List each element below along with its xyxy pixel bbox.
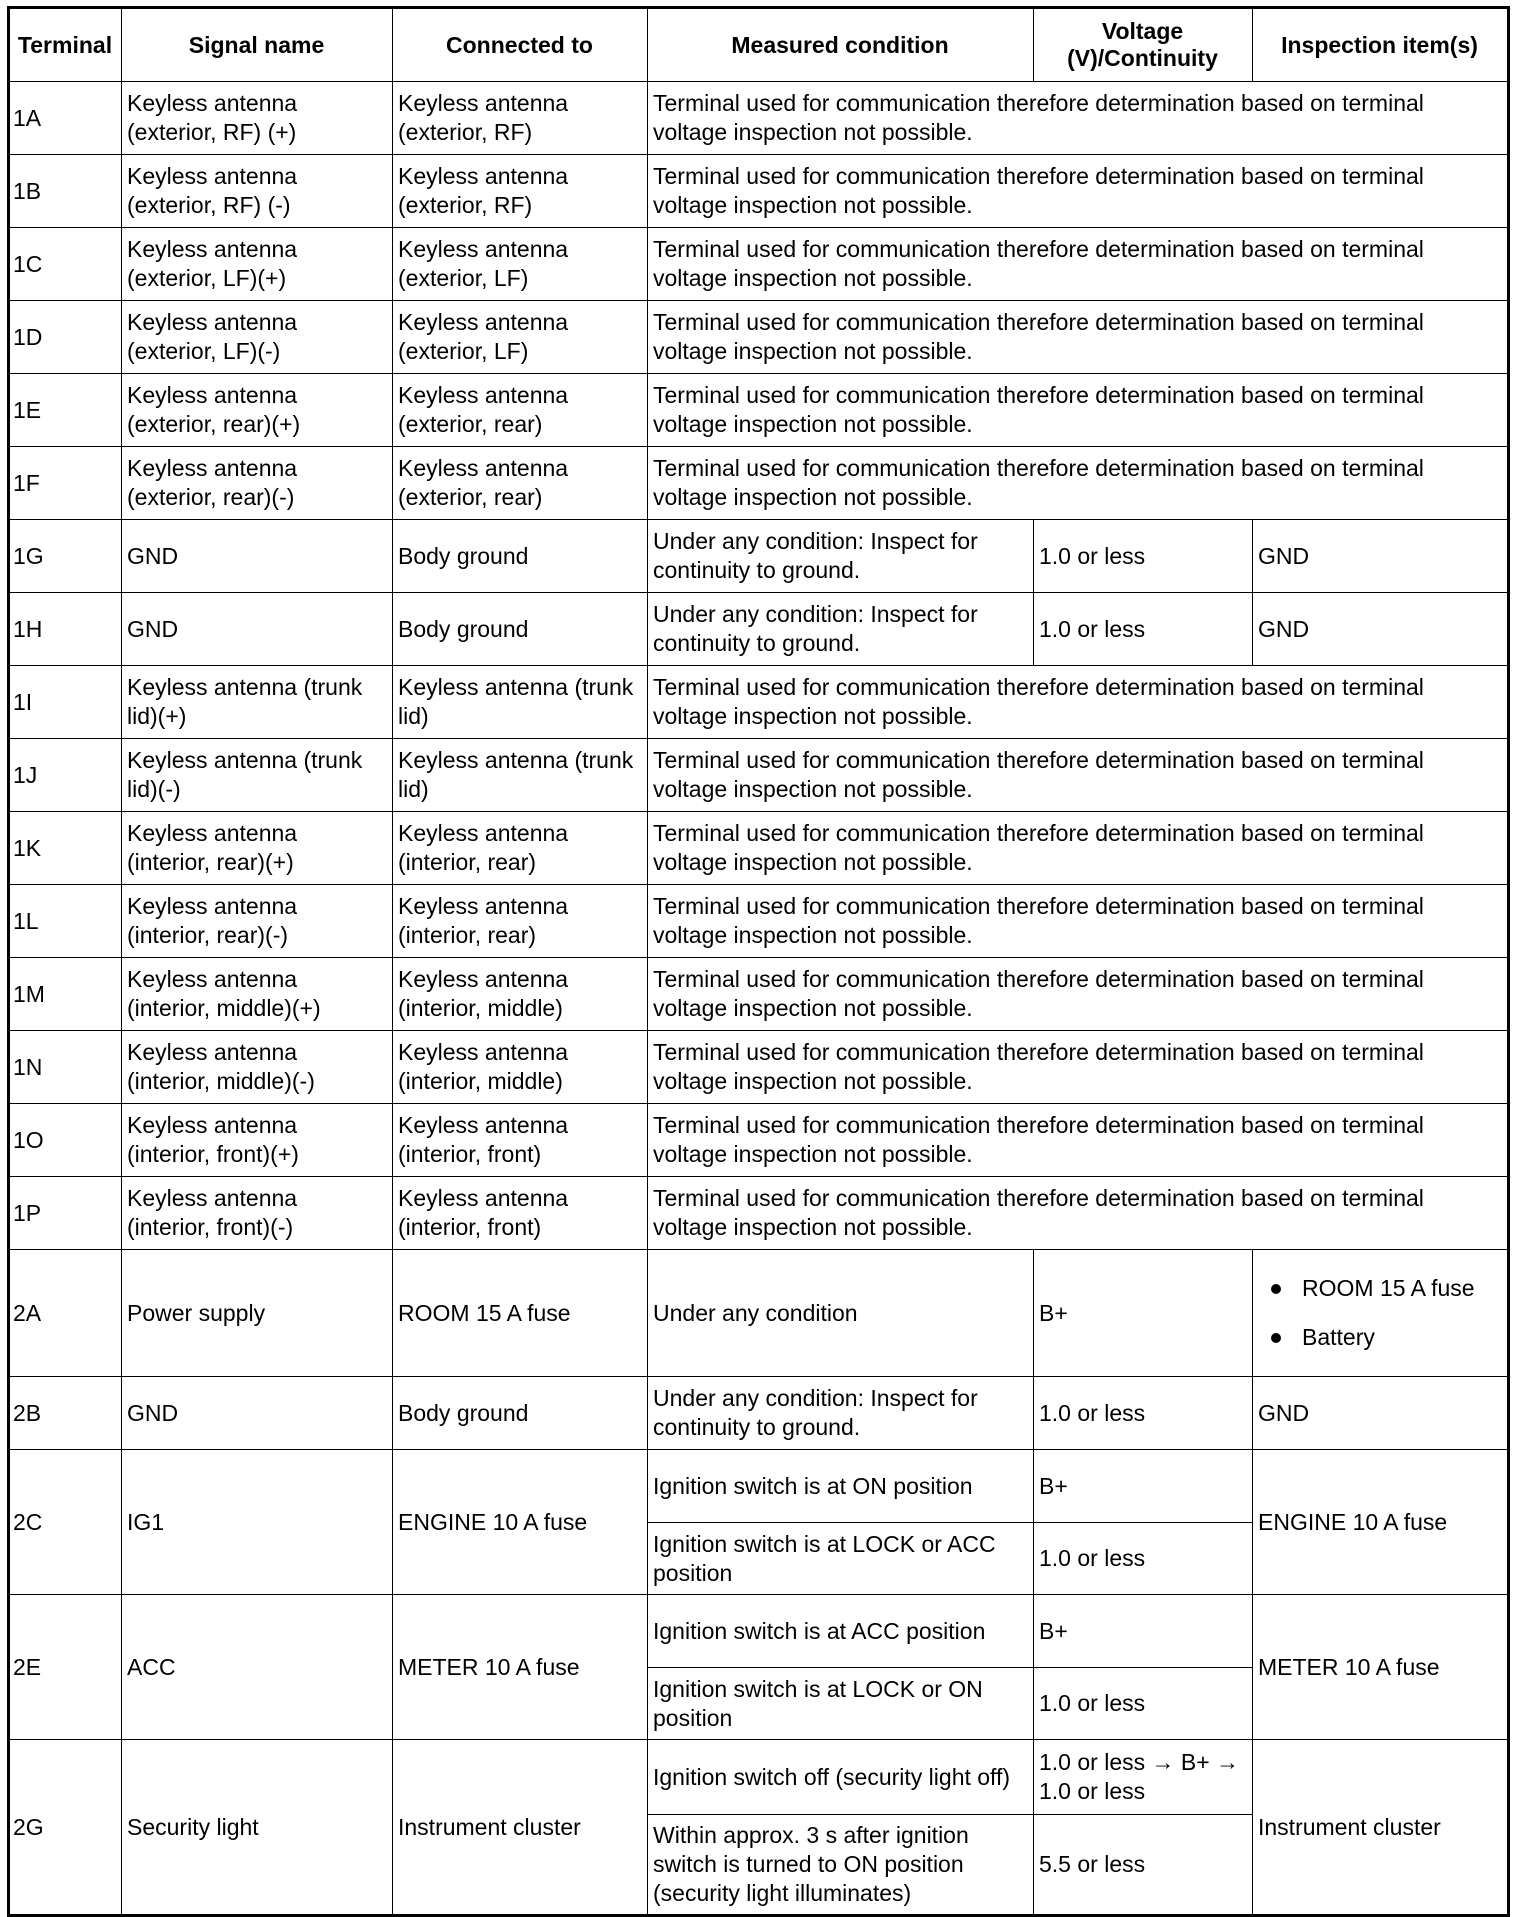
table-row bbox=[9, 82, 1509, 155]
terminal-cell: 1M bbox=[9, 958, 122, 1031]
connected-to-cell: Keyless antenna (exterior, RF) bbox=[393, 82, 648, 155]
measured-condition-cell: Terminal used for communication therefore determination based on terminal voltage inspection not possible. bbox=[648, 885, 1509, 958]
terminal-cell: 1C bbox=[9, 228, 122, 301]
connected-to-cell: Keyless antenna (interior, rear) bbox=[393, 812, 648, 885]
measured-condition-cell: Within approx. 3 s after ignition switch is turned to ON position (security light illuminates) bbox=[648, 1815, 1034, 1916]
terminal-cell: 2A bbox=[9, 1250, 122, 1377]
connected-to-cell: Instrument cluster bbox=[393, 1740, 648, 1916]
table-row bbox=[9, 1177, 1509, 1250]
inspection-items-cell: ENGINE 10 A fuse bbox=[1253, 1450, 1509, 1595]
inspection-items-cell: METER 10 A fuse bbox=[1253, 1595, 1509, 1740]
signal-name-cell: Keyless antenna (exterior, rear)(+) bbox=[122, 374, 393, 447]
terminal-cell: 1E bbox=[9, 374, 122, 447]
inspection-items-cell: GND bbox=[1253, 593, 1509, 666]
connected-to-cell: Body ground bbox=[393, 593, 648, 666]
header-terminal: Terminal bbox=[9, 8, 122, 82]
terminal-cell: 1N bbox=[9, 1031, 122, 1104]
terminal-cell: 1H bbox=[9, 593, 122, 666]
table-row bbox=[9, 301, 1509, 374]
voltage-cell: 1.0 or less bbox=[1034, 593, 1253, 666]
header-measured-condition: Measured condition bbox=[648, 8, 1034, 82]
measured-condition-cell: Under any condition: Inspect for continuity to ground. bbox=[648, 520, 1034, 593]
signal-name-cell: Keyless antenna (interior, rear)(-) bbox=[122, 885, 393, 958]
signal-name-cell: Keyless antenna (interior, middle)(-) bbox=[122, 1031, 393, 1104]
measured-condition-cell: Under any condition: Inspect for continuity to ground. bbox=[648, 1377, 1034, 1450]
header-connected-to: Connected to bbox=[393, 8, 648, 82]
table-row bbox=[9, 1250, 1509, 1377]
voltage-cell: 1.0 or less bbox=[1034, 1377, 1253, 1450]
inspection-items-cell: GND bbox=[1253, 1377, 1509, 1450]
connected-to-cell: Keyless antenna (interior, front) bbox=[393, 1104, 648, 1177]
signal-name-cell: Keyless antenna (interior, rear)(+) bbox=[122, 812, 393, 885]
connected-to-cell: Keyless antenna (exterior, RF) bbox=[393, 155, 648, 228]
measured-condition-cell: Terminal used for communication therefore determination based on terminal voltage inspection not possible. bbox=[648, 666, 1509, 739]
table-row bbox=[9, 1104, 1509, 1177]
measured-condition-cell: Terminal used for communication therefore determination based on terminal voltage inspection not possible. bbox=[648, 228, 1509, 301]
table-row bbox=[9, 812, 1509, 885]
signal-name-cell: Keyless antenna (exterior, RF) (+) bbox=[122, 82, 393, 155]
measured-condition-cell: Under any condition bbox=[648, 1250, 1034, 1377]
voltage-cell: B+ bbox=[1034, 1595, 1253, 1668]
inspection-items-cell bbox=[1253, 1250, 1509, 1377]
connected-to-cell: Keyless antenna (interior, front) bbox=[393, 1177, 648, 1250]
connected-to-cell: Keyless antenna (exterior, LF) bbox=[393, 301, 648, 374]
header-inspection-items: Inspection item(s) bbox=[1253, 8, 1509, 82]
voltage-cell: B+ bbox=[1034, 1250, 1253, 1377]
connected-to-cell: ROOM 15 A fuse bbox=[393, 1250, 648, 1377]
header-voltage: Voltage (V)/Continuity bbox=[1034, 8, 1253, 82]
terminal-cell: 1D bbox=[9, 301, 122, 374]
measured-condition-cell: Ignition switch is at ON position bbox=[648, 1450, 1034, 1523]
table-row bbox=[9, 885, 1509, 958]
measured-condition-cell: Terminal used for communication therefore determination based on terminal voltage inspection not possible. bbox=[648, 301, 1509, 374]
signal-name-cell: ACC bbox=[122, 1595, 393, 1740]
table-row bbox=[9, 520, 1509, 593]
connected-to-cell: Keyless antenna (exterior, rear) bbox=[393, 447, 648, 520]
measured-condition-cell: Ignition switch is at LOCK or ACC position bbox=[648, 1523, 1034, 1595]
measured-condition-cell: Terminal used for communication therefore determination based on terminal voltage inspection not possible. bbox=[648, 155, 1509, 228]
terminal-inspection-table bbox=[7, 6, 1510, 1917]
signal-name-cell: Keyless antenna (trunk lid)(+) bbox=[122, 666, 393, 739]
signal-name-cell: GND bbox=[122, 520, 393, 593]
measured-condition-cell: Terminal used for communication therefore determination based on terminal voltage inspection not possible. bbox=[648, 1177, 1509, 1250]
signal-name-cell: Keyless antenna (trunk lid)(-) bbox=[122, 739, 393, 812]
table-row bbox=[9, 1450, 1509, 1523]
terminal-cell: 1G bbox=[9, 520, 122, 593]
terminal-cell: 2E bbox=[9, 1595, 122, 1740]
signal-name-cell: Keyless antenna (exterior, LF)(+) bbox=[122, 228, 393, 301]
signal-name-cell: IG1 bbox=[122, 1450, 393, 1595]
measured-condition-cell: Ignition switch is at LOCK or ON position bbox=[648, 1668, 1034, 1740]
signal-name-cell: Power supply bbox=[122, 1250, 393, 1377]
terminal-cell: 1J bbox=[9, 739, 122, 812]
measured-condition-cell: Under any condition: Inspect for continuity to ground. bbox=[648, 593, 1034, 666]
table-row bbox=[9, 1377, 1509, 1450]
voltage-cell: 5.5 or less bbox=[1034, 1815, 1253, 1916]
voltage-cell: B+ bbox=[1034, 1450, 1253, 1523]
measured-condition-cell: Terminal used for communication therefore determination based on terminal voltage inspection not possible. bbox=[648, 447, 1509, 520]
connected-to-cell: Keyless antenna (exterior, LF) bbox=[393, 228, 648, 301]
measured-condition-cell: Terminal used for communication therefore determination based on terminal voltage inspection not possible. bbox=[648, 1031, 1509, 1104]
table-row bbox=[9, 739, 1509, 812]
signal-name-cell: Security light bbox=[122, 1740, 393, 1916]
terminal-cell: 1K bbox=[9, 812, 122, 885]
signal-name-cell: Keyless antenna (interior, middle)(+) bbox=[122, 958, 393, 1031]
terminal-cell: 2B bbox=[9, 1377, 122, 1450]
connected-to-cell: Keyless antenna (exterior, rear) bbox=[393, 374, 648, 447]
connected-to-cell: Keyless antenna (trunk lid) bbox=[393, 666, 648, 739]
terminal-cell: 1F bbox=[9, 447, 122, 520]
table-row bbox=[9, 1740, 1509, 1815]
table-row bbox=[9, 1031, 1509, 1104]
inspection-items-cell: Instrument cluster bbox=[1253, 1740, 1509, 1916]
voltage-cell: 1.0 or less bbox=[1034, 1523, 1253, 1595]
inspection-item: Battery bbox=[1302, 1323, 1501, 1352]
voltage-cell: 1.0 or less bbox=[1034, 520, 1253, 593]
signal-name-cell: Keyless antenna (exterior, LF)(-) bbox=[122, 301, 393, 374]
connected-to-cell: Body ground bbox=[393, 520, 648, 593]
measured-condition-cell: Ignition switch off (security light off) bbox=[648, 1740, 1034, 1815]
inspection-items-cell: GND bbox=[1253, 520, 1509, 593]
terminal-cell: 1L bbox=[9, 885, 122, 958]
signal-name-cell: Keyless antenna (exterior, RF) (-) bbox=[122, 155, 393, 228]
table-row bbox=[9, 666, 1509, 739]
signal-name-cell: GND bbox=[122, 1377, 393, 1450]
connected-to-cell: Keyless antenna (interior, middle) bbox=[393, 958, 648, 1031]
signal-name-cell: Keyless antenna (exterior, rear)(-) bbox=[122, 447, 393, 520]
terminal-cell: 2G bbox=[9, 1740, 122, 1916]
signal-name-cell: Keyless antenna (interior, front)(-) bbox=[122, 1177, 393, 1250]
measured-condition-cell: Terminal used for communication therefore determination based on terminal voltage inspection not possible. bbox=[648, 958, 1509, 1031]
table-row bbox=[9, 374, 1509, 447]
header-signal-name: Signal name bbox=[122, 8, 393, 82]
measured-condition-cell: Terminal used for communication therefore determination based on terminal voltage inspection not possible. bbox=[648, 739, 1509, 812]
connected-to-cell: Keyless antenna (interior, rear) bbox=[393, 885, 648, 958]
voltage-cell: 1.0 or less → B+ → 1.0 or less bbox=[1034, 1740, 1253, 1815]
inspection-item: ROOM 15 A fuse bbox=[1302, 1274, 1501, 1303]
table-row bbox=[9, 958, 1509, 1031]
terminal-cell: 2C bbox=[9, 1450, 122, 1595]
measured-condition-cell: Terminal used for communication therefore determination based on terminal voltage inspection not possible. bbox=[648, 1104, 1509, 1177]
signal-name-cell: GND bbox=[122, 593, 393, 666]
connected-to-cell: Keyless antenna (trunk lid) bbox=[393, 739, 648, 812]
measured-condition-cell: Terminal used for communication therefore determination based on terminal voltage inspection not possible. bbox=[648, 374, 1509, 447]
measured-condition-cell: Terminal used for communication therefore determination based on terminal voltage inspection not possible. bbox=[648, 82, 1509, 155]
inspection-items-list bbox=[1258, 1274, 1501, 1352]
connected-to-cell: Body ground bbox=[393, 1377, 648, 1450]
table-row bbox=[9, 155, 1509, 228]
terminal-cell: 1B bbox=[9, 155, 122, 228]
table-row bbox=[9, 228, 1509, 301]
table-row bbox=[9, 1595, 1509, 1668]
terminal-cell: 1I bbox=[9, 666, 122, 739]
terminal-cell: 1P bbox=[9, 1177, 122, 1250]
terminal-cell: 1O bbox=[9, 1104, 122, 1177]
table-header-row bbox=[9, 8, 1509, 82]
terminal-cell: 1A bbox=[9, 82, 122, 155]
connected-to-cell: ENGINE 10 A fuse bbox=[393, 1450, 648, 1595]
connected-to-cell: METER 10 A fuse bbox=[393, 1595, 648, 1740]
signal-name-cell: Keyless antenna (interior, front)(+) bbox=[122, 1104, 393, 1177]
measured-condition-cell: Ignition switch is at ACC position bbox=[648, 1595, 1034, 1668]
table-row bbox=[9, 593, 1509, 666]
measured-condition-cell: Terminal used for communication therefore determination based on terminal voltage inspection not possible. bbox=[648, 812, 1509, 885]
voltage-cell: 1.0 or less bbox=[1034, 1668, 1253, 1740]
connected-to-cell: Keyless antenna (interior, middle) bbox=[393, 1031, 648, 1104]
table-row bbox=[9, 447, 1509, 520]
